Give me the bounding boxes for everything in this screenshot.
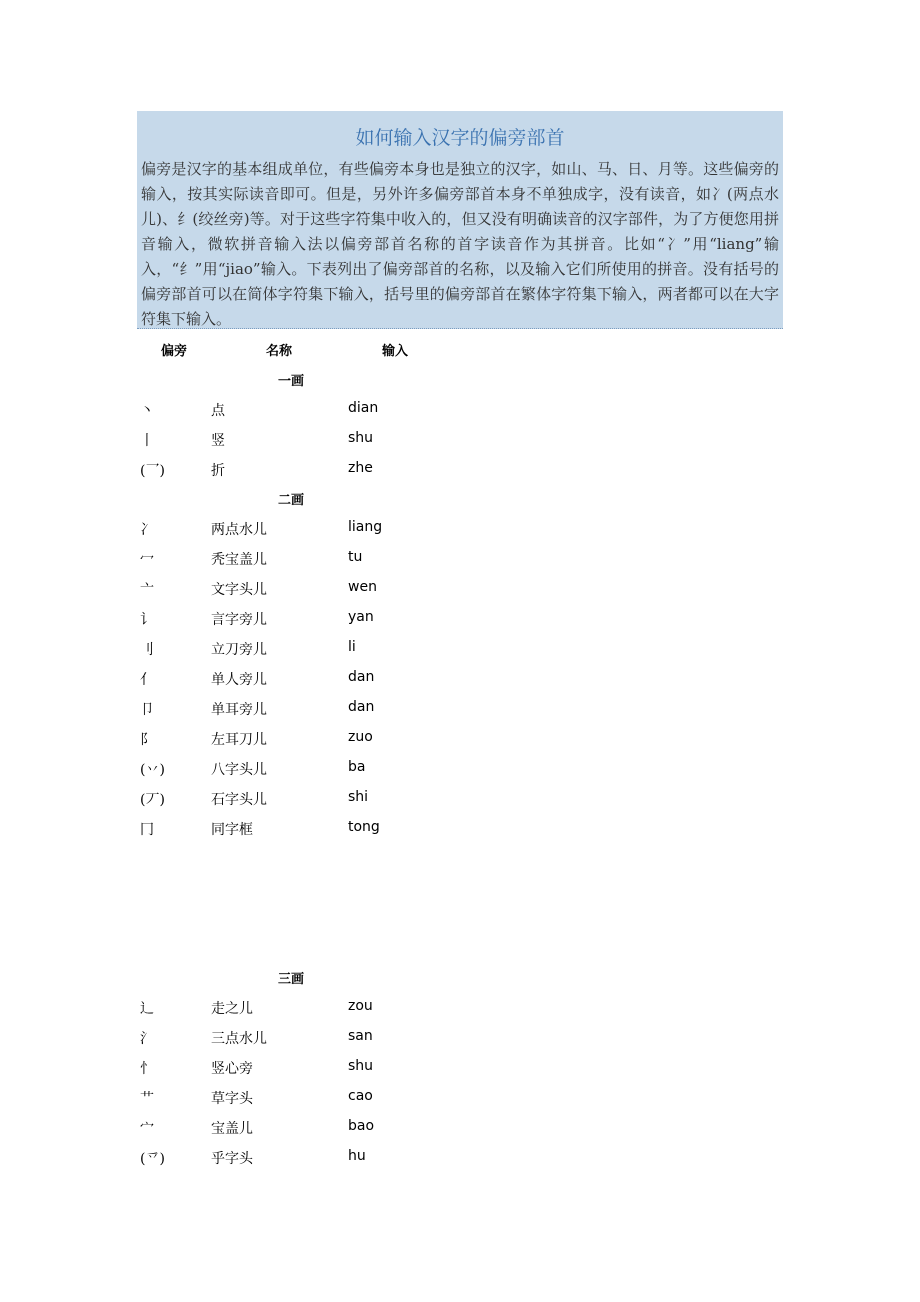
table-row [0, 789, 920, 809]
input-cell: shi [348, 789, 369, 805]
table-row [0, 639, 920, 659]
input-cell: wen [348, 579, 377, 595]
input-cell: san [348, 1028, 373, 1044]
table-row [0, 819, 920, 839]
table-row [0, 519, 920, 539]
name-cell: 言字旁儿 [211, 612, 267, 628]
table-row [0, 430, 920, 450]
radical-cell: 艹 [140, 1091, 154, 1107]
table-row [0, 729, 920, 749]
input-cell: dian [348, 400, 379, 416]
radical-cell: (丆) [140, 792, 165, 808]
radical-cell: 宀 [140, 1121, 154, 1137]
name-cell: 竖 [211, 433, 225, 449]
input-cell: ba [348, 759, 366, 775]
input-cell: yan [348, 609, 374, 625]
radical-cell: 阝 [140, 732, 154, 748]
input-cell: cao [348, 1088, 373, 1104]
name-cell: 石字头儿 [211, 792, 267, 808]
input-cell: shu [348, 1058, 374, 1074]
input-cell: bao [348, 1118, 375, 1134]
name-cell: 文字头儿 [211, 582, 267, 598]
radical-cell: 丶 [140, 403, 154, 419]
radical-cell: (丷) [140, 762, 165, 778]
radical-cell: 冂 [140, 822, 154, 838]
name-cell: 走之儿 [211, 1001, 253, 1017]
table-row [0, 1028, 920, 1048]
column-header-name: 名称 [266, 344, 293, 359]
section-title: 一画 [278, 374, 305, 389]
input-cell: zuo [348, 729, 373, 745]
page-title: 如何输入汉字的偏旁部首 [355, 127, 565, 149]
radical-cell: 辶 [140, 1001, 154, 1017]
table-row [0, 549, 920, 569]
radical-cell: 丨 [140, 433, 154, 449]
table-row [0, 579, 920, 599]
name-cell: 两点水儿 [211, 522, 267, 538]
table-row [0, 699, 920, 719]
input-cell: dan [348, 669, 375, 685]
name-cell: 同字框 [211, 822, 253, 838]
radical-cell: 讠 [140, 612, 154, 628]
name-cell: 折 [211, 463, 225, 479]
name-cell: 宝盖儿 [211, 1121, 253, 1137]
radical-cell: 亠 [140, 582, 154, 598]
name-cell: 单耳旁儿 [211, 702, 267, 718]
name-cell: 单人旁儿 [211, 672, 267, 688]
column-header-input: 输入 [382, 344, 409, 359]
input-cell: zou [348, 998, 373, 1014]
input-cell: hu [348, 1148, 366, 1164]
column-header-radical: 偏旁 [161, 344, 188, 359]
radical-cell: (乛) [140, 463, 165, 479]
section-title: 三画 [278, 972, 305, 987]
table-row [0, 400, 920, 420]
name-cell: 乎字头 [211, 1151, 253, 1167]
section-title: 二画 [278, 493, 305, 508]
radical-cell: 冖 [140, 552, 154, 568]
table-row [0, 609, 920, 629]
name-cell: 草字头 [211, 1091, 253, 1107]
table-row [0, 1118, 920, 1138]
radical-cell: 亻 [140, 672, 154, 688]
input-cell: zhe [348, 460, 373, 476]
name-cell: 竖心旁 [211, 1061, 253, 1077]
table-row [0, 1058, 920, 1078]
table-row [0, 998, 920, 1018]
input-cell: li [348, 639, 356, 655]
table-row [0, 1148, 920, 1168]
intro-box [137, 111, 783, 329]
name-cell: 三点水儿 [211, 1031, 267, 1047]
name-cell: 八字头儿 [211, 762, 267, 778]
table-row [0, 460, 920, 480]
input-cell: liang [348, 519, 383, 535]
radical-cell: 冫 [140, 522, 154, 538]
intro-paragraph: 偏旁是汉字的基本组成单位，有些偏旁本身也是独立的汉字，如山、马、日、月等。这些偏旁的输入，按其实际读音即可。但是，另外许多偏旁部首本身不单独成字，没有读音，如冫(两点水儿)、纟(绞丝旁)等。对于这些字符集中收入的，但又没有明确读音的汉字部件，为了方便您用拼音输入，微软拼音输入法以偏旁部首名称的首字读音作为其拼音。比如“冫”用“liang”输入，“纟”用“jiao”输入。下表列出了偏旁部首的名称，以及输入它们所使用的拼音。没有括号的偏旁部首可以在简体字符集下输入，括号里的偏旁部首在繁体字符集下输入，两者都可以在大字符集下输入。 [141, 160, 779, 328]
table-row [0, 669, 920, 689]
radical-cell: 卩 [140, 702, 154, 718]
radical-cell: 氵 [140, 1031, 154, 1047]
input-cell: shu [348, 430, 374, 446]
input-cell: tu [348, 549, 363, 565]
name-cell: 左耳刀儿 [211, 732, 267, 748]
name-cell: 立刀旁儿 [211, 642, 267, 658]
name-cell: 秃宝盖儿 [211, 552, 267, 568]
input-cell: tong [348, 819, 380, 835]
radical-cell: 刂 [140, 642, 154, 658]
radical-cell: 忄 [140, 1061, 154, 1077]
radical-cell: (乊) [140, 1151, 165, 1167]
table-row [0, 1088, 920, 1108]
input-cell: dan [348, 699, 375, 715]
table-row [0, 759, 920, 779]
name-cell: 点 [211, 403, 225, 419]
